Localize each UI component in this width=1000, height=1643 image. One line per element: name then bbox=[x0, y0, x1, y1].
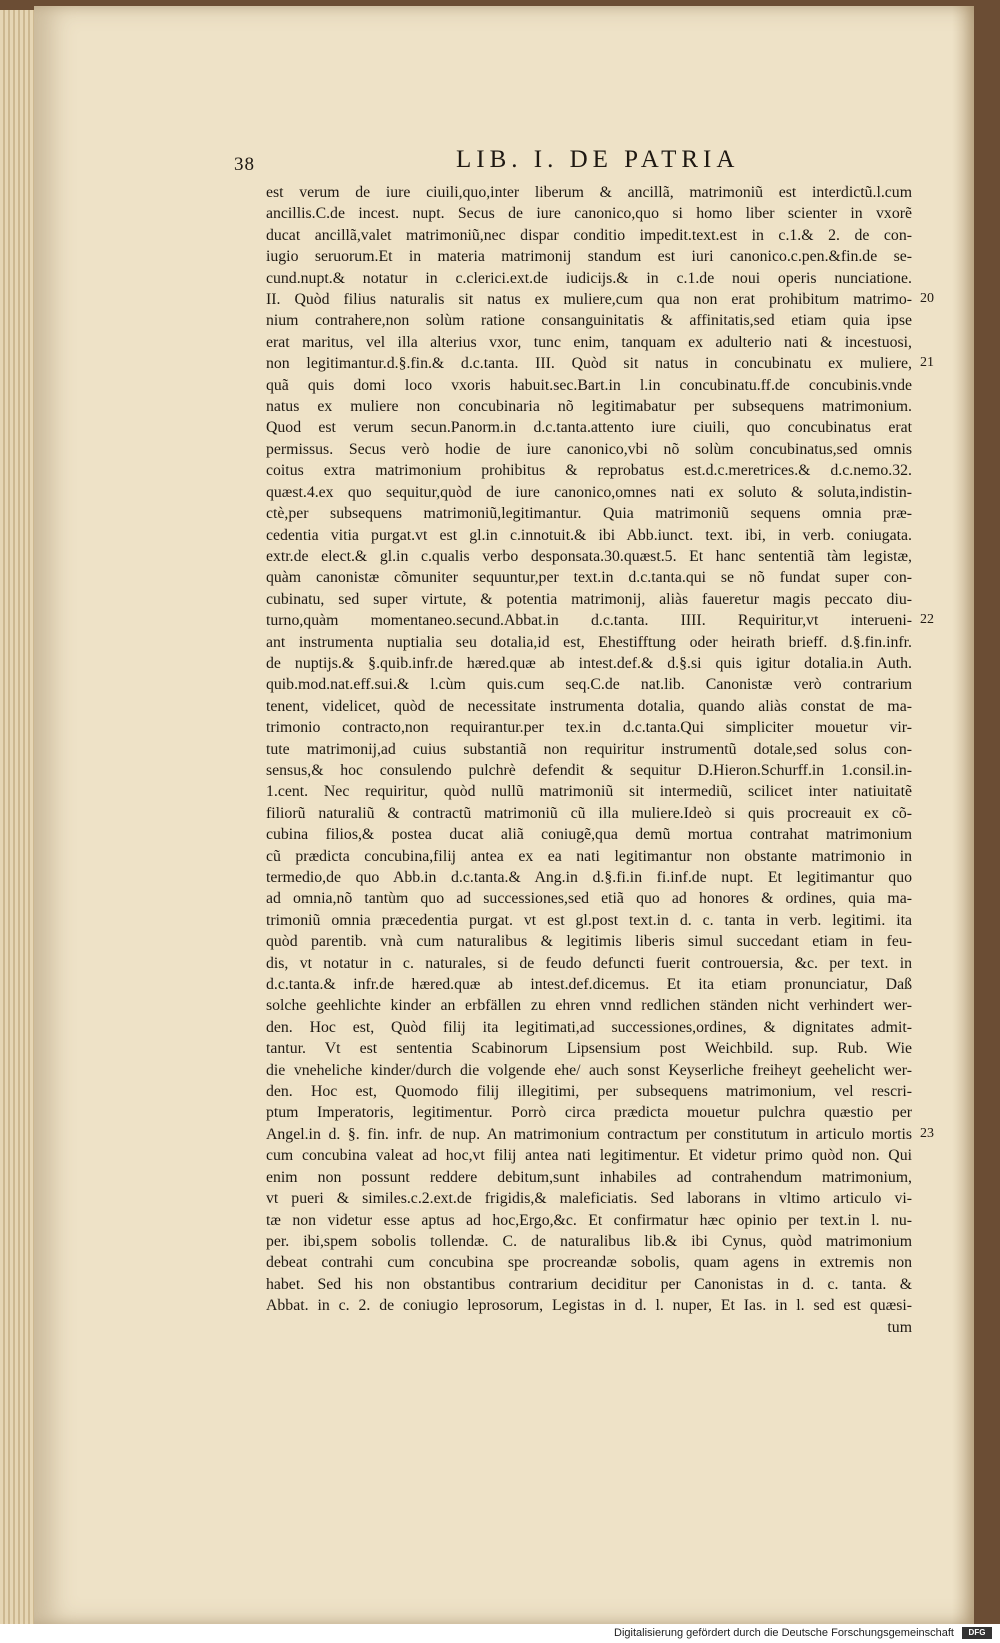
text-line: cubina filios,& postea ducat aliã coniugẽ,qua demũ mortua contrahat matrimonium bbox=[266, 826, 912, 844]
text-line: 1.cent. Nec requiritur, quòd nullũ matrimoniũ sit intermediũ, scilicet inter natiuitatẽ bbox=[266, 783, 912, 801]
text-line: natus ex muliere non concubinaria nõ legitimabatur per subsequens matrimonium. bbox=[266, 398, 912, 416]
text-line: de nuptijs.& §.quib.infr.de hæred.quæ ab intest.def.& d.§.si quis igitur dotalia.in Auth. bbox=[266, 654, 912, 672]
text-line: tenent, videlicet, quòd de necessitate instrumenta dotalia, quando aliàs constat de ma- bbox=[266, 697, 912, 715]
body-text bbox=[266, 182, 912, 1338]
text-line: cũ prædicta concubina,filij antea ex ea nati legitimantur non obstante matrimonio in bbox=[266, 847, 912, 865]
text-line: Angel.in d. §. fin. infr. de nup. An matrimonium contractum per constitutum in articulo mortis bbox=[266, 1125, 912, 1143]
text-line: per. ibi,spem sobolis tollendæ. C. de naturalibus lib.& ibi Cynus, quòd matrimonium bbox=[266, 1232, 912, 1250]
text-line: habet. Sed his non obstantibus contrarium deciditur per Canonistas in d. c. tanta. & bbox=[266, 1275, 912, 1293]
text-line: Abbat. in c. 2. de coniugio leprosorum, Legistas in d. l. nuper, Et Ias. in l. sed est quæsi- bbox=[266, 1297, 912, 1315]
text-line: ctè,per subsequens matrimoniũ,legitimantur. Quia matrimoniũ sequens omnia præ- bbox=[266, 505, 912, 523]
page-number: 38 bbox=[234, 154, 255, 175]
text-line: die vneheliche kinder/durch die volgende ehe/ auch sonst Keyserliche freiheyt geehelicht wer- bbox=[266, 1061, 912, 1079]
text-line: tæ non videtur esse aptus ad hoc,Ergo,&c. Et confirmatur hæc opinio per text.in l. nu- bbox=[266, 1211, 912, 1229]
margin-number: 23 bbox=[920, 1125, 934, 1141]
text-line: filiorũ naturaliũ & contractũ matrimoniũ cũ illa muliere.Ideò si quis procreauit ex cõ- bbox=[266, 804, 912, 822]
text-line: d.c.tanta.& infr.de hæred.quæ ab intest.def.dicemus. Et ita etiam pronunciatur, Daß bbox=[266, 976, 912, 994]
text-line: ducat ancillã,valet matrimoniũ,nec dispar conditio impedit.text.est in c.1.& 2. de con- bbox=[266, 226, 912, 244]
text-line: Quod est verum secun.Panorm.in d.c.tanta.attento iure ciuili, quo concubinatus erat bbox=[266, 419, 912, 437]
text-line: cubinatu, sed super virtute, & potentia matrimonij, aliàs faueretur magis peccato diu- bbox=[266, 590, 912, 608]
text-line: trimonio contracto,non requirantur.per tex.in d.c.tanta.Qui simpliciter mouetur vir- bbox=[266, 719, 912, 737]
text-line: ancillis.C.de incest. nupt. Secus de iure canonico,quo si homo liber scienter in vxorẽ bbox=[266, 205, 912, 223]
text-line: ad omnia,nõ tantùm quo ad successiones,sed etiã quo ad honores & ordines, quia ma- bbox=[266, 890, 912, 908]
text-line: erat maritus, vel illa alterius vxor, tunc enim, tanquam ex adulterio nati & incestuosi, bbox=[266, 333, 912, 351]
text-line: coitus extra matrimonium prohibitus & reprobatus est.d.c.meretrices.& d.c.nemo.32. bbox=[266, 462, 912, 480]
margin-number: 22 bbox=[920, 612, 934, 627]
text-line: enim non possunt reddere debitum,sunt inhabiles ad contrahendum matrimonium, bbox=[266, 1168, 912, 1186]
digitization-footer bbox=[0, 1624, 1000, 1643]
text-line: solche geehlichte kinder an erbfällen zu ehren vnnd redlichen ständen nicht verhindert wer- bbox=[266, 997, 912, 1015]
dfg-logo: DFG bbox=[962, 1627, 992, 1639]
text-line: vt pueri & similes.c.2.ext.de frigidis,& maleficiatis. Sed laborans in vltimo articulo vi- bbox=[266, 1190, 912, 1208]
text-line: dis, vt notatur in c. naturales, si de feudo defuncti fuerit controuersia, &c. per text. in bbox=[266, 954, 912, 972]
text-line: cedentia vitia purgat.vt est gl.in c.innotuit.& ibi Abb.iunct. text. ibi, in verb. coniugata. bbox=[266, 526, 912, 544]
text-line: debeat contrahi cum concubina spe procreandæ sobolis, quam agens in extremis non bbox=[266, 1254, 912, 1272]
text-line: iugio seruorum.Et in materia matrimonij standum est iuri canonico.c.pen.&fin.de se- bbox=[266, 248, 912, 266]
page-header bbox=[234, 146, 954, 180]
text-line: tum bbox=[887, 1318, 912, 1336]
text-line: quòd parentib. vnà cum naturalibus & legitimis liberis simul succedant etiam in feu- bbox=[266, 933, 912, 951]
book-page bbox=[34, 6, 974, 1624]
text-line: den. Hoc est, Quomodo filij illegitimi, per subsequens matrimonium, vel rescri- bbox=[266, 1083, 912, 1101]
text-line: den. Hoc est, Quòd filij ita legitimati,ad successiones,ordines, & dignitates admit- bbox=[266, 1018, 912, 1036]
text-line: extr.de elect.& gl.in c.qualis verbo desponsata.30.quæst.5. Et hanc sententiã tàm legistæ, bbox=[266, 547, 912, 565]
text-line: ptum Imperatoris, legitimentur. Porrò circa prædicta mouetur pulchra quæstio per bbox=[266, 1104, 912, 1122]
margin-numbers bbox=[920, 6, 960, 1624]
text-line: turno,quàm momentaneo.secund.Abbat.in d.c.tanta. IIII. Requiritur,vt interueni- bbox=[266, 612, 912, 630]
text-line: quib.mod.nat.eff.sui.& l.cùm quis.cum seq.C.de nat.lib. Canonistæ verò contrarium bbox=[266, 676, 912, 694]
text-line: trimoniũ omnia præcedentia purgat. vt est gl.post text.in d. c. tanta in verb. legitimi. ita bbox=[266, 911, 912, 929]
text-line: tantur. Vt est sententia Scabinorum Lipsensium post Weichbild. sup. Rub. Wie bbox=[266, 1040, 912, 1058]
margin-number: 20 bbox=[920, 291, 934, 306]
margin-number: 21 bbox=[920, 355, 934, 371]
text-line: quæst.4.ex quo sequitur,quòd de iure canonico,omnes nati ex soluto & soluta,indistin- bbox=[266, 483, 912, 501]
text-line: quã quis domi loco vxoris habuit.sec.Bart.in l.in concubinatu.ff.de concubinis.vnde bbox=[266, 376, 912, 394]
text-line: non legitimantur.d.§.fin.& d.c.tanta. III. Quòd sit natus in concubinatu ex muliere, bbox=[266, 355, 912, 373]
text-line: cund.nupt.& notatur in c.clerici.ext.de iudicijs.& in c.1.de noui operis nunciatione. bbox=[266, 269, 912, 287]
running-title: LIB. I. DE PATRIA bbox=[456, 146, 740, 173]
text-line: cum concubina valeat ad hoc,vt filij antea nati legitimentur. Et videtur primo quòd non. Qui bbox=[266, 1147, 912, 1165]
footer-credit: Digitalisierung gefördert durch die Deutsche Forschungsgemeinschaft bbox=[614, 1627, 954, 1639]
text-line: nium contrahere,non solùm ratione consanguinitatis & affinitatis,sed etiam quia ipse bbox=[266, 312, 912, 330]
text-line: est verum de iure ciuili,quo,inter liberum & ancillã, matrimoniũ est interdictũ.l.cum bbox=[266, 184, 912, 201]
text-line: tute matrimonij,ad cuius substantiã non requiritur instrumentũ dotale,sed solus con- bbox=[266, 740, 912, 758]
text-line: ant instrumenta nuptialia seu dotalia,id est, Ehestifftung oder heirath brieff. d.§.fin.infr. bbox=[266, 633, 912, 651]
text-line: II. Quòd filius naturalis sit natus ex muliere,cum qua non erat prohibitum matrimo- bbox=[266, 291, 912, 309]
text-line: quàm canonistæ cõmuniter sequuntur,per text.in d.c.tanta.qui se nõ fundat super con- bbox=[266, 569, 912, 587]
text-line: termedio,de quo Abb.in d.c.tanta.& Ang.in d.§.fi.in fi.inf.de nupt. Et legitimantur quo bbox=[266, 869, 912, 886]
text-line: permissus. Secus verò hodie de iure canonico,vbi nõ solùm concubinatus,sed omnis bbox=[266, 440, 912, 458]
text-line: sensus,& hoc consulendo pulchrè defendit & sequitur D.Hieron.Schurff.in 1.consil.in- bbox=[266, 761, 912, 779]
